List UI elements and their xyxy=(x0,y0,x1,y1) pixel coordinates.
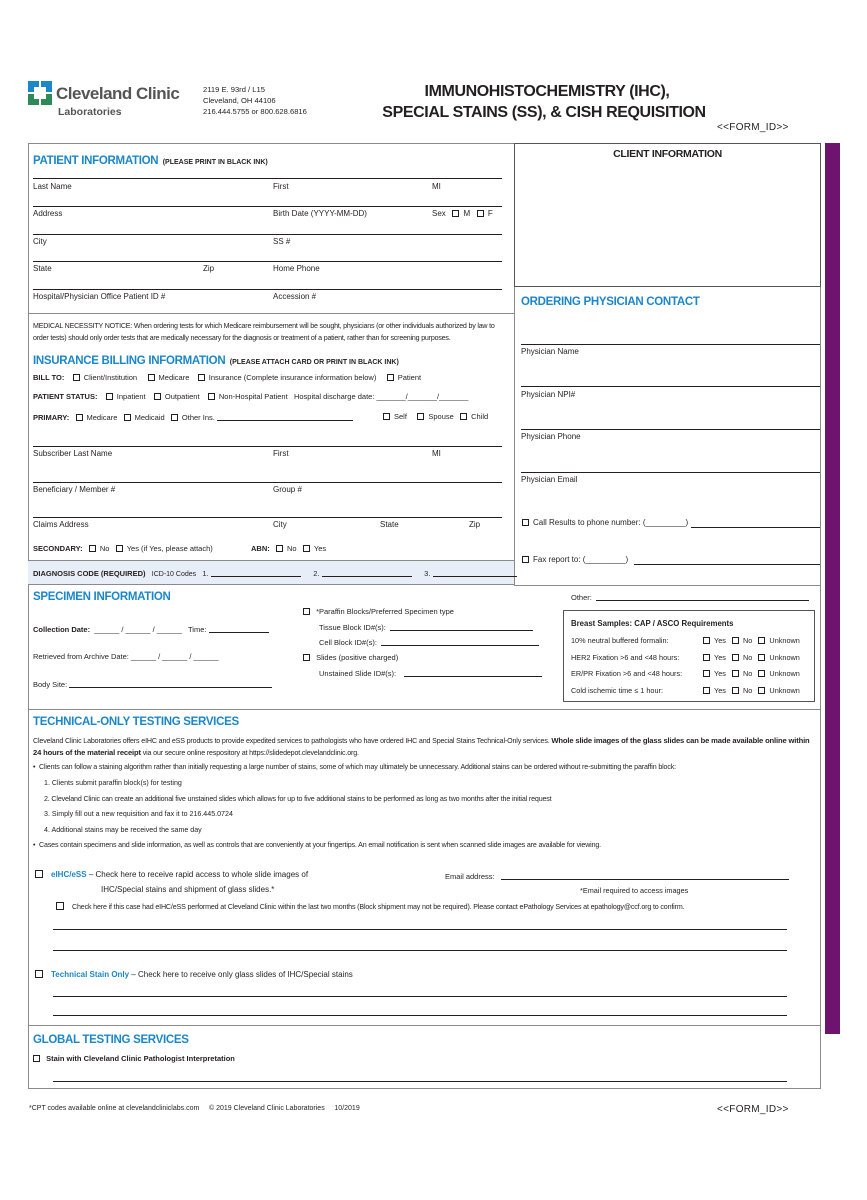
cell-block-row xyxy=(319,637,539,647)
global-title: GLOBAL TESTING SERVICES xyxy=(33,1034,189,1046)
no-checkbox[interactable] xyxy=(732,637,739,644)
abn-row xyxy=(251,544,326,553)
tech-stain-row xyxy=(35,970,353,979)
patient-status-label: PATIENT STATUS: xyxy=(33,392,98,401)
archive-date-row xyxy=(33,652,219,661)
yes-label: Yes xyxy=(714,653,726,662)
insurance-note: (PLEASE ATTACH CARD OR PRINT IN BLACK INK) xyxy=(229,359,399,366)
birth-date-label: Birth Date (YYYY-MM-DD) xyxy=(273,209,367,218)
email-row xyxy=(445,871,789,881)
field-line xyxy=(521,344,820,345)
zip-label: Zip xyxy=(203,264,215,273)
step-item: 1. Clients submit paraffin block(s) for testing xyxy=(44,779,182,787)
breast-row xyxy=(571,686,663,695)
yes-checkbox[interactable] xyxy=(703,637,710,644)
relation-child-label: Child xyxy=(471,412,489,421)
abn-yes-checkbox[interactable] xyxy=(303,545,310,552)
body-site-line[interactable] xyxy=(69,679,272,688)
client-info-box xyxy=(514,143,821,287)
section-divider xyxy=(514,585,821,586)
claims-city-label: City xyxy=(273,520,287,529)
eihc-label: eIHC/eSS xyxy=(51,870,87,879)
global-stain-checkbox[interactable] xyxy=(33,1055,40,1062)
claims-zip-label: Zip xyxy=(469,520,481,529)
sex-f-label: F xyxy=(487,209,493,218)
relation-child-checkbox[interactable] xyxy=(460,413,467,420)
unknown-checkbox[interactable] xyxy=(758,670,765,677)
relation-row xyxy=(383,412,488,421)
physician-name-label: Physician Name xyxy=(521,347,579,356)
paraffin-row xyxy=(303,607,454,616)
breast-row xyxy=(571,653,679,662)
icd-label: ICD-10 Codes xyxy=(151,571,197,578)
unstained-line[interactable] xyxy=(404,668,542,677)
title-line: IMMUNOHISTOCHEMISTRY (IHC), xyxy=(424,83,670,100)
form-id: <<FORM_ID>> xyxy=(717,122,789,133)
tissue-block-line[interactable] xyxy=(390,622,533,631)
unknown-checkbox[interactable] xyxy=(758,637,765,644)
sex-f-checkbox[interactable] xyxy=(477,210,484,217)
call-results-label: Call Results to phone number: (_________) xyxy=(533,518,689,527)
notes-line[interactable] xyxy=(53,950,787,951)
status-inpatient-label: Inpatient xyxy=(116,392,146,401)
intro-end-text: via our secure online respository at https://slidedepot.clevelandclinic.org. xyxy=(142,749,359,757)
primary-label: PRIMARY: xyxy=(33,413,70,422)
footer-text: *CPT codes available online at clevelandcliniclabs.com © 2019 Cleveland Clinic Laboratories 10/2019 xyxy=(29,1105,360,1112)
tech-stain-text: – Check here to receive only glass slides of IHC/Special stains xyxy=(131,970,353,979)
breast-row-label: HER2 Fixation >6 and <48 hours: xyxy=(571,653,680,662)
primary-medicaid-checkbox[interactable] xyxy=(124,414,131,421)
unknown-label: Unknown xyxy=(769,636,800,645)
breast-title: Breast Samples: CAP / ASCO Requirements xyxy=(571,619,734,628)
bill-to-label: BILL TO: xyxy=(33,373,65,382)
field-line xyxy=(521,429,820,430)
archive-date-field[interactable]: ______ / ______ / ______ xyxy=(130,652,219,661)
yes-label: Yes xyxy=(714,669,726,678)
breast-options xyxy=(703,669,800,678)
address-line: Cleveland, OH 44106 xyxy=(203,96,276,105)
relation-self-label: Self xyxy=(394,412,407,421)
accession-label: Accession # xyxy=(273,292,317,301)
call-results-field xyxy=(522,518,688,527)
slides-label: Slides (positive charged) xyxy=(316,653,399,662)
fax-report-checkbox[interactable] xyxy=(522,556,529,563)
primary-other-label: Other Ins. xyxy=(181,413,215,422)
notes-line[interactable] xyxy=(53,1015,787,1016)
fax-report-label: Fax report to: (_________) xyxy=(533,555,629,564)
logo xyxy=(28,81,52,105)
diagnosis-fields xyxy=(33,568,517,578)
group-label: Group # xyxy=(273,485,302,494)
subscriber-last-label: Subscriber Last Name xyxy=(33,449,113,458)
eihc-row xyxy=(35,870,308,879)
collection-date-field[interactable]: ______ / ______ / ______ xyxy=(94,625,182,634)
no-checkbox[interactable] xyxy=(732,670,739,677)
member-label: Beneficiary / Member # xyxy=(33,485,116,494)
bill-insurance-checkbox[interactable] xyxy=(198,374,205,381)
other-line[interactable] xyxy=(596,592,809,601)
email-note: *Email required to access images xyxy=(580,886,689,895)
secondary-row xyxy=(33,544,213,553)
field-line xyxy=(33,289,502,290)
bullet-icon: • xyxy=(33,841,39,849)
status-inpatient-checkbox[interactable] xyxy=(106,393,113,400)
collection-date-row xyxy=(33,624,269,634)
logo-sub: Laboratories xyxy=(58,106,122,118)
tissue-block-label: Tissue Block ID#(s): xyxy=(319,623,386,632)
abn-yes-label: Yes xyxy=(313,544,327,553)
icd-3-line[interactable] xyxy=(433,568,517,577)
home-phone-label: Home Phone xyxy=(273,264,320,273)
breast-row xyxy=(571,669,682,678)
office-id-label: Hospital/Physician Office Patient ID # xyxy=(33,292,166,301)
field-line xyxy=(521,386,820,387)
bill-medicare-label: Medicare xyxy=(158,373,190,382)
icd-1-line[interactable] xyxy=(211,568,301,577)
sex-m-checkbox[interactable] xyxy=(452,210,459,217)
field-line xyxy=(33,234,502,235)
sex-field xyxy=(432,209,493,218)
email-line[interactable] xyxy=(501,871,789,880)
global-stain-label: Stain with Cleveland Clinic Pathologist Interpretation xyxy=(46,1054,235,1063)
abn-no-checkbox[interactable] xyxy=(276,545,283,552)
collection-date-label: Collection Date: xyxy=(33,625,91,634)
breast-row xyxy=(571,636,669,645)
primary-medicare-label: Medicare xyxy=(86,413,118,422)
eihc-text-2: IHC/Special stains and shipment of glass slides.* xyxy=(101,885,275,894)
yes-label: Yes xyxy=(714,686,726,695)
unknown-checkbox[interactable] xyxy=(758,687,765,694)
city-label: City xyxy=(33,237,47,246)
bill-patient-label: Patient xyxy=(397,373,422,382)
physician-title: ORDERING PHYSICIAN CONTACT xyxy=(521,296,700,308)
physician-email-label: Physician Email xyxy=(521,475,578,484)
abn-label: ABN: xyxy=(251,544,270,553)
claims-address-label: Claims Address xyxy=(33,520,89,529)
tech-stain-checkbox[interactable] xyxy=(35,970,43,978)
no-label: No xyxy=(743,636,753,645)
icd-2-label: 2. xyxy=(313,569,320,578)
step-item: 4. Additional stains may be received the same day xyxy=(44,826,202,834)
sex-label: Sex xyxy=(432,209,446,218)
other-label: Other: xyxy=(571,593,592,602)
secondary-label: SECONDARY: xyxy=(33,544,83,553)
icd-2-line[interactable] xyxy=(322,568,412,577)
status-outpatient-label: Outpatient xyxy=(164,392,200,401)
tissue-block-row xyxy=(319,622,533,632)
unknown-checkbox[interactable] xyxy=(758,654,765,661)
last-name-label: Last Name xyxy=(33,182,72,191)
time-line[interactable] xyxy=(209,624,269,633)
bullet-text: Clients can follow a staining algorithm rather than initially requesting a large number of stains, some of which may ultimately be unnecessary. Additional stains can be ordered without re-submitting the paraffin block: xyxy=(38,763,676,771)
field-line xyxy=(33,206,502,207)
field-line xyxy=(521,472,820,473)
bullet-item xyxy=(33,763,823,771)
intro-text: Cleveland Clinic Laboratories offers eIHC and eSS products to provide expedited services to pathologists who have ordered IHC and Special Stains Technical-Only services. xyxy=(33,737,550,745)
mi-label: MI xyxy=(432,182,441,191)
patient-status-row xyxy=(33,392,468,401)
relation-spouse-label: Spouse xyxy=(428,412,454,421)
paraffin-label: *Paraffin Blocks/Preferred Specimen type xyxy=(316,607,454,616)
insurance-title: INSURANCE BILLING INFORMATION xyxy=(33,355,226,367)
field-line xyxy=(33,517,502,518)
intro-bold-text: Whole slide images of the glass slides can be made available online within 24 hours of the material receipt xyxy=(33,736,810,757)
subscriber-mi-label: MI xyxy=(432,449,441,458)
primary-row xyxy=(33,412,353,422)
state-label: State xyxy=(33,264,52,273)
page-title xyxy=(344,81,744,123)
unknown-label: Unknown xyxy=(769,653,800,662)
technical-title: TECHNICAL-ONLY TESTING SERVICES xyxy=(33,716,239,728)
primary-medicare-checkbox[interactable] xyxy=(76,414,83,421)
medical-necessity-notice: MEDICAL NECESSITY NOTICE: When ordering tests for which Medicare reimbursement will be sought, physicians (or other individuals authorized by law to order tests) should only order tests that are medically necessary for the diagnosis or treatment of a patient, rather than for screening purposes. xyxy=(33,322,495,342)
bullet-icon: • xyxy=(33,763,39,771)
relation-self-checkbox[interactable] xyxy=(383,413,390,420)
section-divider xyxy=(28,709,821,710)
prior-eihc-row xyxy=(56,902,684,911)
lab-address xyxy=(203,84,307,117)
patient-info-header xyxy=(33,151,268,169)
yes-checkbox[interactable] xyxy=(703,654,710,661)
email-label: Email address: xyxy=(445,872,495,881)
fax-report-field xyxy=(522,555,628,564)
address-line: 2119 E. 93rd / L15 xyxy=(203,85,265,94)
claims-state-label: State xyxy=(380,520,399,529)
bullet-item xyxy=(33,841,823,849)
archive-date-label: Retrieved from Archive Date: xyxy=(33,652,129,661)
unstained-label: Unstained Slide ID#(s): xyxy=(319,669,397,678)
no-label: No xyxy=(743,686,753,695)
bill-patient-checkbox[interactable] xyxy=(387,374,394,381)
patient-info-note: (PLEASE PRINT IN BLACK INK) xyxy=(162,159,268,166)
eihc-text: – Check here to receive rapid access to whole slide images of xyxy=(88,870,309,879)
bill-client-checkbox[interactable] xyxy=(73,374,80,381)
field-line xyxy=(33,482,502,483)
eihc-checkbox[interactable] xyxy=(35,870,43,878)
no-label: No xyxy=(743,653,753,662)
no-label: No xyxy=(743,669,753,678)
notes-line[interactable] xyxy=(53,929,787,930)
breast-row-label: 10% neutral buffered formalin: xyxy=(571,636,669,645)
slides-checkbox[interactable] xyxy=(303,654,310,661)
breast-row-label: ER/PR Fixation >6 and <48 hours: xyxy=(571,669,683,678)
breast-options xyxy=(703,636,800,645)
no-checkbox[interactable] xyxy=(732,687,739,694)
bill-insurance-label: Insurance (Complete insurance information below) xyxy=(208,373,377,382)
side-color-bar xyxy=(825,143,840,1034)
abn-no-label: No xyxy=(287,544,297,553)
bill-medicare-checkbox[interactable] xyxy=(148,374,155,381)
primary-other-checkbox[interactable] xyxy=(171,414,178,421)
yes-label: Yes xyxy=(714,636,726,645)
logo-name: Cleveland Clinic xyxy=(56,84,180,103)
notes-line[interactable] xyxy=(53,996,787,997)
slides-row xyxy=(303,653,398,662)
cell-block-label: Cell Block ID#(s): xyxy=(319,638,377,647)
bill-client-label: Client/Institution xyxy=(83,373,138,382)
unknown-label: Unknown xyxy=(769,686,800,695)
step-item: 2. Cleveland Clinic can create an additional five unstained slides which allows for up to five additional stains to be performed as long as two months after the initial request xyxy=(44,795,552,803)
unknown-label: Unknown xyxy=(769,669,800,678)
secondary-no-label: No xyxy=(99,544,110,553)
breast-row-label: Cold ischemic time ≤ 1 hour: xyxy=(571,686,664,695)
fax-number-line[interactable] xyxy=(634,564,820,565)
time-label: Time: xyxy=(187,625,207,634)
status-nonhospital-label: Non-Hospital Patient xyxy=(218,392,288,401)
cell-block-line[interactable] xyxy=(381,637,539,646)
body-site-row xyxy=(33,679,272,689)
other-row xyxy=(571,592,809,602)
breast-options xyxy=(703,653,800,662)
global-option-row xyxy=(33,1054,235,1063)
field-line xyxy=(33,446,502,447)
bill-to-row xyxy=(33,373,421,382)
prior-eihc-checkbox[interactable] xyxy=(56,902,64,910)
ss-label: SS # xyxy=(273,237,291,246)
specimen-title: SPECIMEN INFORMATION xyxy=(33,591,171,603)
paraffin-checkbox[interactable] xyxy=(303,608,310,615)
status-outpatient-checkbox[interactable] xyxy=(154,393,161,400)
body-site-label: Body Site: xyxy=(33,680,68,689)
footer-form-id: <<FORM_ID>> xyxy=(717,1104,789,1115)
status-nonhospital-checkbox[interactable] xyxy=(208,393,215,400)
technical-intro xyxy=(33,735,813,759)
prior-eihc-label: Check here if this case had eIHC/eSS performed at Cleveland Clinic within the last two months (Block shipment may not be required). Please contact ePathology Services at epathology@ccf.org to confirm. xyxy=(72,903,685,911)
client-info-title: CLIENT INFORMATION xyxy=(613,148,722,160)
insurance-header xyxy=(33,351,399,369)
patient-info-title: PATIENT INFORMATION xyxy=(33,155,159,167)
address-label: Address xyxy=(33,209,63,218)
first-name-label: First xyxy=(273,182,289,191)
sex-m-label: M xyxy=(463,209,471,218)
column-divider xyxy=(514,287,515,585)
section-divider xyxy=(28,1025,821,1026)
call-results-checkbox[interactable] xyxy=(522,519,529,526)
tech-stain-label: Technical Stain Only xyxy=(51,970,130,979)
bullet-text: Cases contain specimens and slide information, as well as controls that are conveniently at your fingertips. An email notification is sent when scanned slide images are available for viewing. xyxy=(38,841,602,849)
icd-3-label: 3. xyxy=(424,569,431,578)
field-line xyxy=(33,261,502,262)
icd-1-label: 1. xyxy=(202,569,209,578)
logo-mark-icon xyxy=(28,81,52,105)
physician-npi-label: Physician NPI# xyxy=(521,390,576,399)
unstained-row xyxy=(319,668,542,678)
address-line: 216.444.5755 or 800.628.6816 xyxy=(203,107,307,116)
secondary-yes-checkbox[interactable] xyxy=(116,545,123,552)
physician-phone-label: Physician Phone xyxy=(521,432,581,441)
other-ins-line[interactable] xyxy=(217,412,353,421)
diagnosis-label: DIAGNOSIS CODE (REQUIRED) xyxy=(33,569,146,578)
relation-spouse-checkbox[interactable] xyxy=(417,413,424,420)
call-results-phone-line[interactable] xyxy=(691,527,820,528)
breast-options xyxy=(703,686,800,695)
yes-checkbox[interactable] xyxy=(703,687,710,694)
discharge-date-field[interactable]: Hospital discharge date: _______/_______/_______ xyxy=(293,392,469,401)
primary-medicaid-label: Medicaid xyxy=(134,413,165,422)
yes-checkbox[interactable] xyxy=(703,670,710,677)
title-line: SPECIAL STAINS (SS), & CISH REQUISITION xyxy=(382,104,706,121)
no-checkbox[interactable] xyxy=(732,654,739,661)
subscriber-first-label: First xyxy=(273,449,289,458)
notes-line[interactable] xyxy=(53,1081,787,1082)
section-divider xyxy=(28,313,514,314)
step-item: 3. Simply fill out a new requisition and fax it to 216.445.0724 xyxy=(44,810,233,818)
secondary-no-checkbox[interactable] xyxy=(89,545,96,552)
field-line xyxy=(33,178,502,179)
secondary-yes-label: Yes (if Yes, please attach) xyxy=(126,544,213,553)
